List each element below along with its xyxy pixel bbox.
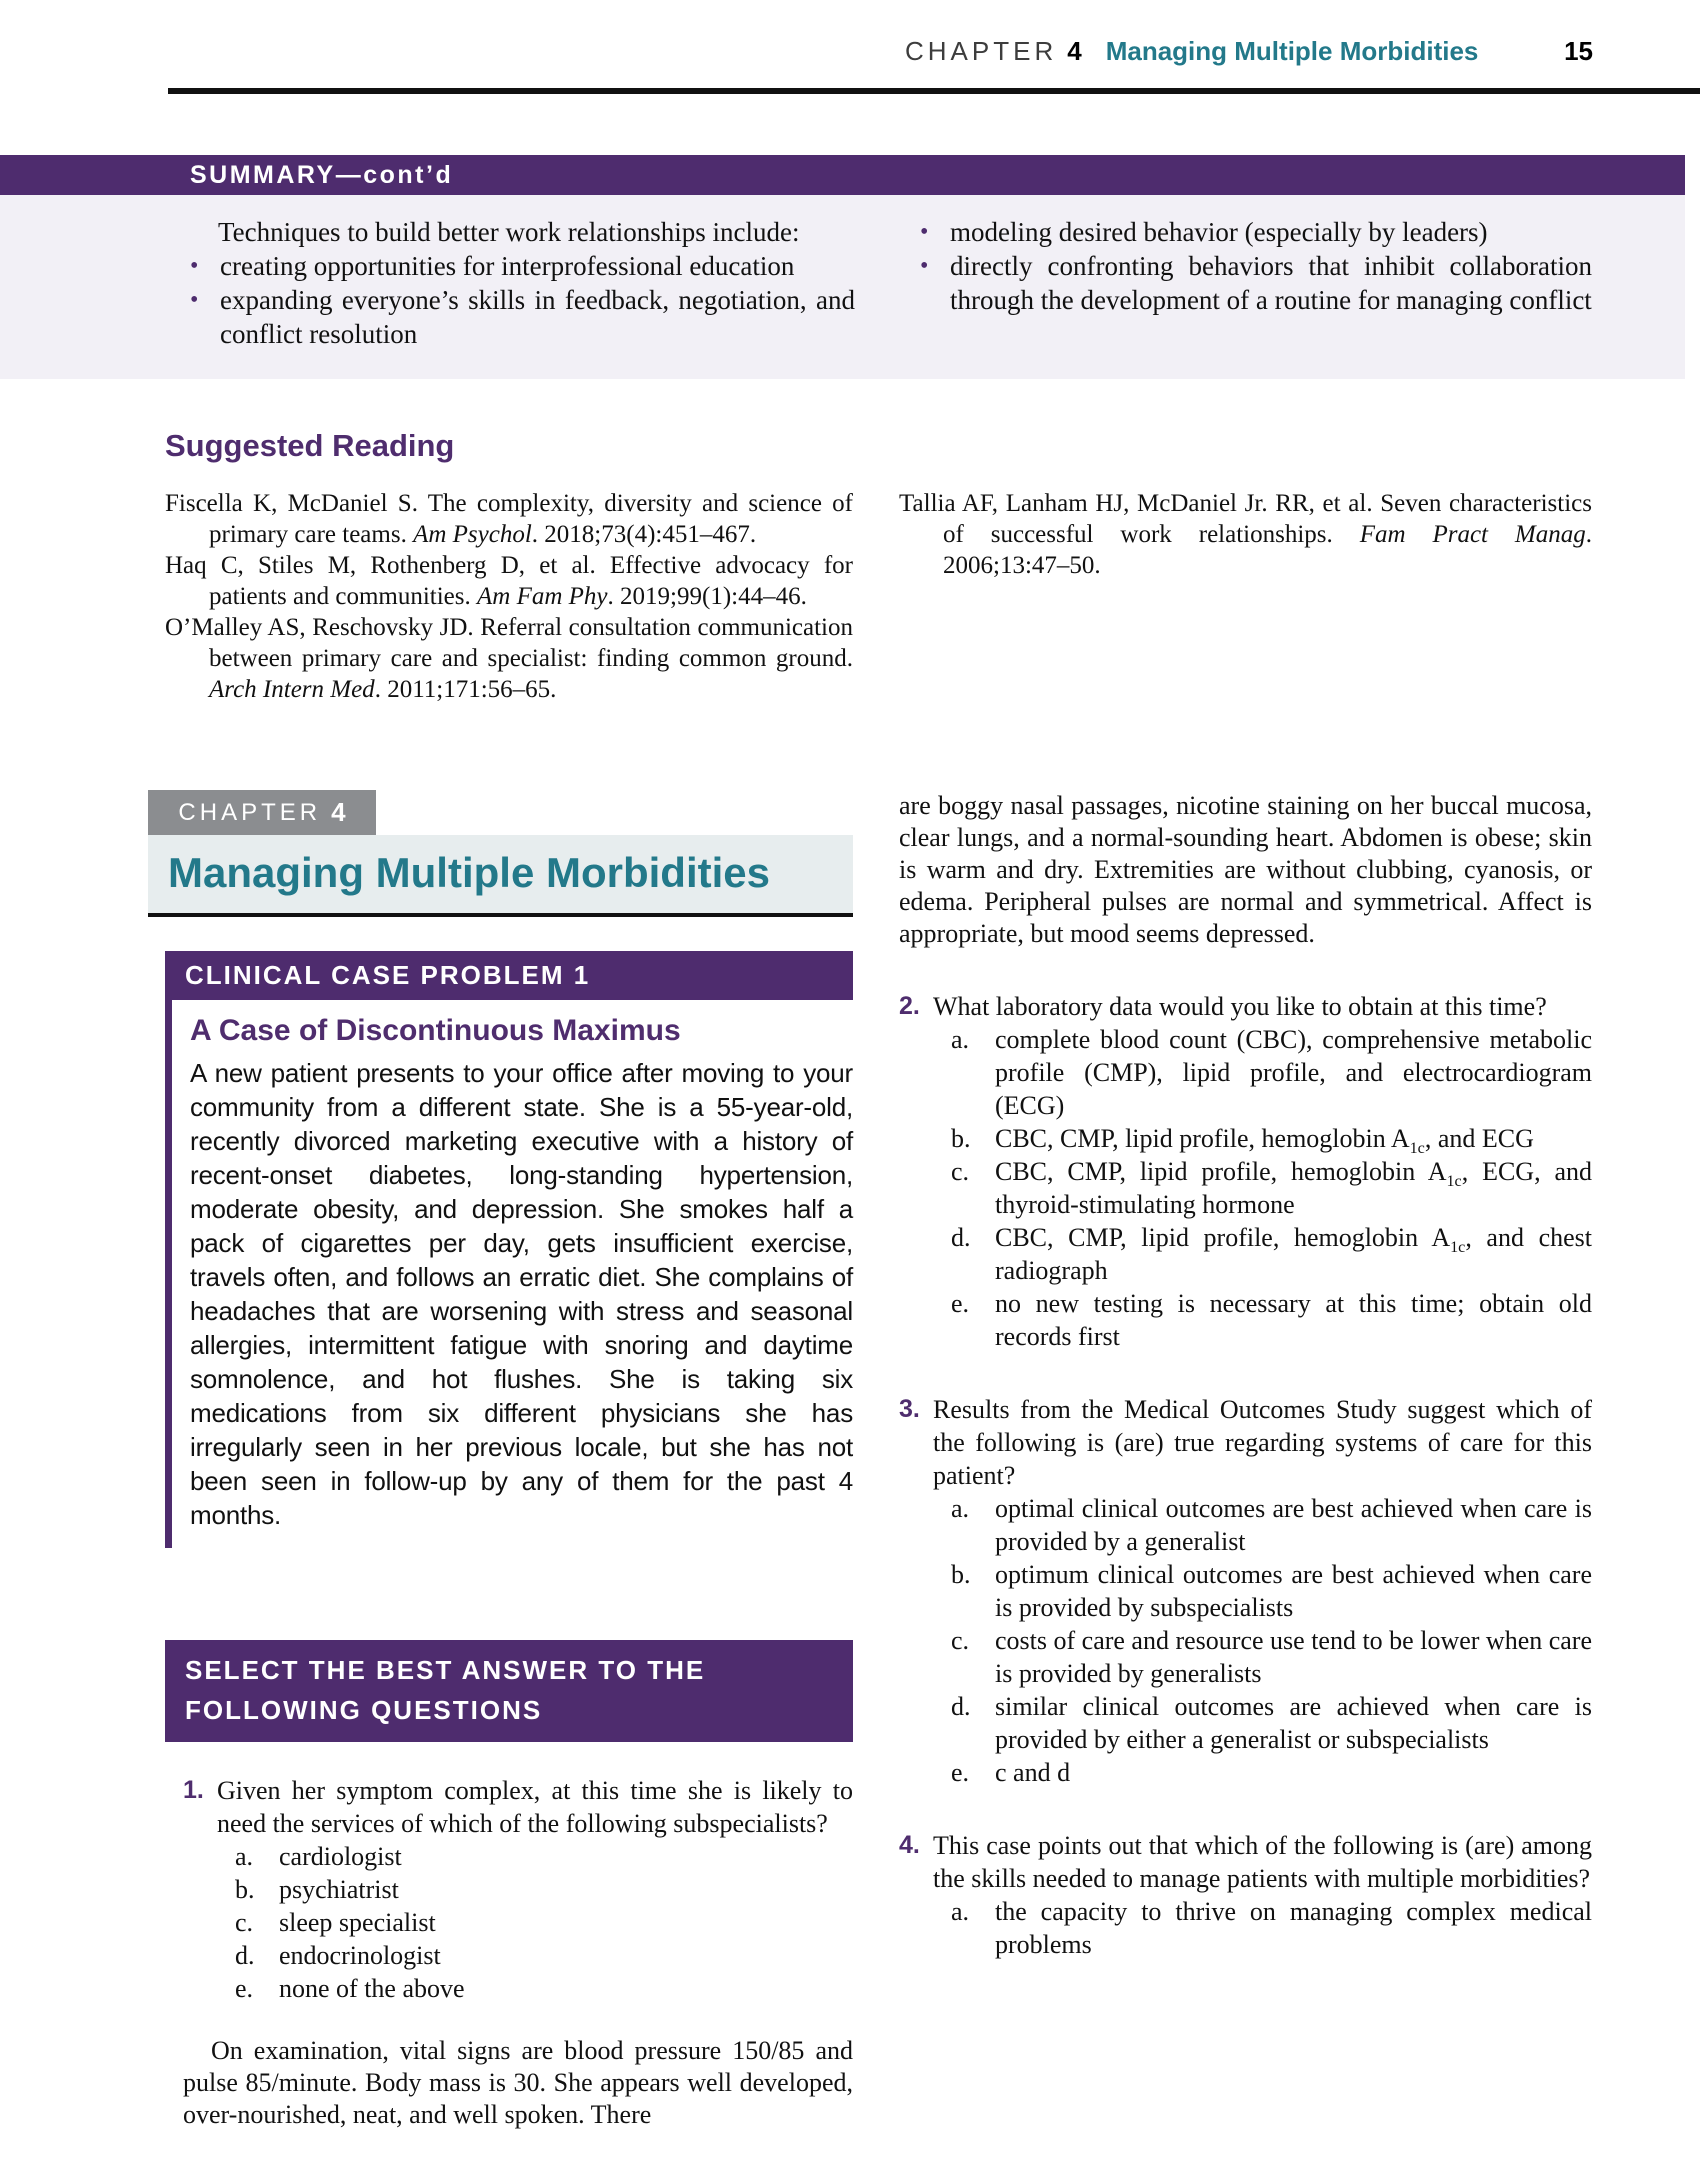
option-text: complete blood count (CBC), comprehensive metabolic profile (CMP), lipid profile, and electrocardiogram (ECG)	[995, 1025, 1592, 1120]
bullet-icon: •	[920, 219, 929, 245]
option-text: optimal clinical outcomes are best achieved when care is provided by a generalist	[995, 1494, 1592, 1556]
answer-option	[951, 1558, 1592, 1624]
journal-name: Am Fam Phy	[477, 583, 608, 610]
question-text: What laboratory data would you like to obtain at this time?	[933, 992, 1547, 1021]
question-text: This case points out that which of the following is (are) among the skills needed to manage patients with multiple morbidities?	[933, 1831, 1592, 1893]
option-letter: a.	[235, 1842, 254, 1871]
question-number: 2.	[899, 992, 920, 1020]
answer-option	[951, 1624, 1592, 1690]
option-text: no new testing is necessary at this time; obtain old records first	[995, 1289, 1592, 1351]
list-item	[190, 249, 855, 283]
summary-right-column	[920, 215, 1592, 351]
reference-citation: . 2018;73(4):451–467.	[531, 521, 757, 548]
option-text: sleep specialist	[279, 1908, 436, 1937]
page-number: 15	[1564, 36, 1593, 66]
question-number: 3.	[899, 1395, 920, 1423]
reference-text: O’Malley AS, Reschovsky JD. Referral consultation communication between primary care and specialist: finding common ground.	[165, 614, 853, 672]
bullet-icon: •	[190, 287, 199, 313]
answer-option	[235, 1840, 853, 1873]
question-2	[899, 990, 1592, 1353]
option-letter: e.	[951, 1758, 970, 1787]
answer-option	[951, 1122, 1592, 1158]
question-1	[165, 1774, 853, 2005]
summary-body	[0, 195, 1685, 379]
option-text: none of the above	[279, 1974, 465, 2003]
chapter-tab-number: 4	[331, 797, 346, 827]
option-text: psychiatrist	[279, 1875, 399, 1904]
list-item	[920, 249, 1592, 317]
answer-option	[951, 1155, 1592, 1221]
option-letter: b.	[235, 1875, 255, 1904]
option-text: CBC, CMP, lipid profile, hemoglobin $A_{1c}$, and chest radiograph	[995, 1223, 1592, 1285]
answer-option	[235, 1873, 853, 1906]
option-letter: a.	[951, 1897, 970, 1926]
option-letter: e.	[951, 1289, 970, 1318]
select-answer-banner-line1: SELECT THE BEST ANSWER TO THE	[185, 1655, 706, 1685]
option-text: similar clinical outcomes are achieved when care is provided by either a generalist or subspecialists	[995, 1692, 1592, 1754]
summary-box	[0, 155, 1685, 379]
summary-left-column	[190, 215, 855, 351]
chapter-title-box	[148, 835, 853, 917]
answer-option	[951, 1023, 1592, 1122]
option-letter: e.	[235, 1974, 254, 2003]
summary-banner	[0, 155, 1685, 195]
main-content	[165, 790, 1592, 2131]
references-right-column	[899, 488, 1592, 705]
answer-option	[951, 1287, 1592, 1353]
header-rule	[168, 88, 1700, 94]
question-3	[899, 1393, 1592, 1789]
answer-option	[951, 1221, 1592, 1287]
option-letter: c.	[951, 1157, 970, 1186]
option-text: the capacity to thrive on managing complex medical problems	[995, 1897, 1592, 1959]
option-letter: d.	[235, 1941, 255, 1970]
option-letter: c.	[235, 1908, 254, 1937]
question-4	[899, 1829, 1592, 1961]
select-answer-banner-line2: FOLLOWING QUESTIONS	[185, 1695, 543, 1725]
option-letter: b.	[951, 1124, 971, 1153]
answer-option	[951, 1690, 1592, 1756]
journal-name: Arch Intern Med	[209, 676, 375, 703]
option-text: cardiologist	[279, 1842, 402, 1871]
select-answer-banner	[165, 1640, 853, 1742]
option-text: endocrinologist	[279, 1941, 441, 1970]
bullet-text: directly confronting behaviors that inhibit collaboration through the development of a routine for managing conflict	[950, 251, 1592, 315]
option-text: costs of care and resource use tend to be lower when care is provided by generalists	[995, 1626, 1593, 1688]
option-letter: d.	[951, 1692, 971, 1721]
clinical-case-banner: CLINICAL CASE PROBLEM 1	[165, 951, 853, 1000]
chapter-tab	[148, 790, 376, 835]
option-text: c and d	[995, 1758, 1071, 1787]
bullet-text: expanding everyone’s skills in feedback, negotiation, and conflict resolution	[220, 285, 855, 349]
answer-option	[235, 1906, 853, 1939]
reference-item	[899, 488, 1592, 581]
answer-option	[951, 1895, 1592, 1961]
question-number: 1.	[183, 1776, 204, 1804]
question-text: Given her symptom complex, at this time she is likely to need the services of which of the following subspecialists?	[217, 1776, 853, 1838]
continuation-paragraph: are boggy nasal passages, nicotine staining on her buccal mucosa, clear lungs, and a normal-sounding heart. Abdomen is obese; skin is warm and dry. Extremities are without clubbing, cyanosis, or edema. Peripheral pulses are normal and symmetrical. Affect is appropriate, but mood seems depressed.	[899, 791, 1592, 948]
exam-paragraph: On examination, vital signs are blood pressure 150/85 and pulse 85/minute. Body mass is 30. She appears well developed, over-nourished, neat, and well spoken. There	[183, 2036, 853, 2129]
suggested-reading-section	[165, 428, 1592, 705]
option-letter: b.	[951, 1560, 971, 1589]
journal-name: Fam Pract Manag	[1359, 521, 1586, 548]
right-column	[899, 790, 1592, 2131]
case-title: A Case of Discontinuous Maximus	[190, 1014, 681, 1047]
bullet-text: modeling desired behavior (especially by leaders)	[950, 217, 1488, 247]
summary-banner-title: SUMMARY—cont’d	[190, 160, 454, 189]
case-body: A new patient presents to your office after moving to your community from a different state. She is a 55-year-old, recently divorced marketing executive with a history of recent-onset diabetes, long-standing hypertension, moderate obesity, and depression. She smokes half a pack of cigarettes per day, gets insufficient exercise, travels often, and follows an erratic diet. She complains of headaches that are worsening with stress and seasonal allergies, intermittent fatigue with snoring and daytime somnolence, and hot flushes. She is taking six medications from six different physicians she has irregularly seen in her previous locale, but she has not been seen in follow-up by any of them for the past 4 months.	[190, 1058, 853, 1530]
journal-name: Am Psychol	[413, 521, 532, 548]
option-letter: d.	[951, 1223, 971, 1252]
option-letter: a.	[951, 1494, 970, 1523]
list-item	[920, 215, 1592, 249]
chapter-tab-label: CHAPTER	[178, 798, 322, 826]
reference-text: Haq C, Stiles M, Rothenberg D, et al. Effective advocacy for patients and communities.	[165, 552, 853, 610]
answer-option	[235, 1972, 853, 2005]
reference-citation: . 2006;13:47–50.	[943, 521, 1592, 579]
answer-option	[235, 1939, 853, 1972]
references-left-column	[165, 488, 853, 705]
suggested-reading-title: Suggested Reading	[165, 428, 455, 463]
reference-item	[165, 550, 853, 612]
running-head-title: Managing Multiple Morbidities	[1105, 36, 1479, 66]
chapter-heading-block	[148, 790, 853, 917]
option-text: optimum clinical outcomes are best achieved when care is provided by subspecialists	[995, 1560, 1592, 1622]
running-head-chapter-label: CHAPTER	[905, 36, 1058, 66]
clinical-case-box	[165, 1000, 853, 1548]
bullet-text: creating opportunities for interprofessional education	[220, 251, 795, 281]
reference-citation: . 2019;99(1):44–46.	[607, 583, 807, 610]
bullet-icon: •	[190, 253, 199, 279]
reference-text: Fiscella K, McDaniel S. The complexity, diversity and science of primary care teams.	[165, 490, 853, 548]
option-text: CBC, CMP, lipid profile, hemoglobin $A_{1c}$, ECG, and thyroid-stimulating hormone	[995, 1157, 1592, 1219]
option-letter: a.	[951, 1025, 970, 1054]
answer-option	[951, 1492, 1592, 1558]
list-item	[190, 283, 855, 351]
question-number: 4.	[899, 1831, 920, 1859]
running-head-chapter-number: 4	[1067, 36, 1082, 66]
question-text: Results from the Medical Outcomes Study suggest which of the following is (are) true regarding systems of care for this patient?	[933, 1395, 1592, 1490]
answer-option	[951, 1756, 1592, 1789]
summary-intro: Techniques to build better work relationships include:	[218, 217, 800, 247]
reference-item	[165, 488, 853, 550]
chapter-title: Managing Multiple Morbidities	[168, 849, 770, 896]
option-letter: c.	[951, 1626, 970, 1655]
running-head	[905, 36, 1593, 67]
reference-text: Tallia AF, Lanham HJ, McDaniel Jr. RR, et al. Seven characteristics of successful work relationships.	[899, 490, 1592, 548]
option-text: CBC, CMP, lipid profile, hemoglobin $A_{1c}$, and ECG	[995, 1124, 1534, 1158]
bullet-icon: •	[920, 253, 929, 279]
reference-citation: . 2011;171:56–65.	[374, 676, 557, 703]
left-column	[165, 790, 853, 2131]
reference-item	[165, 612, 853, 705]
